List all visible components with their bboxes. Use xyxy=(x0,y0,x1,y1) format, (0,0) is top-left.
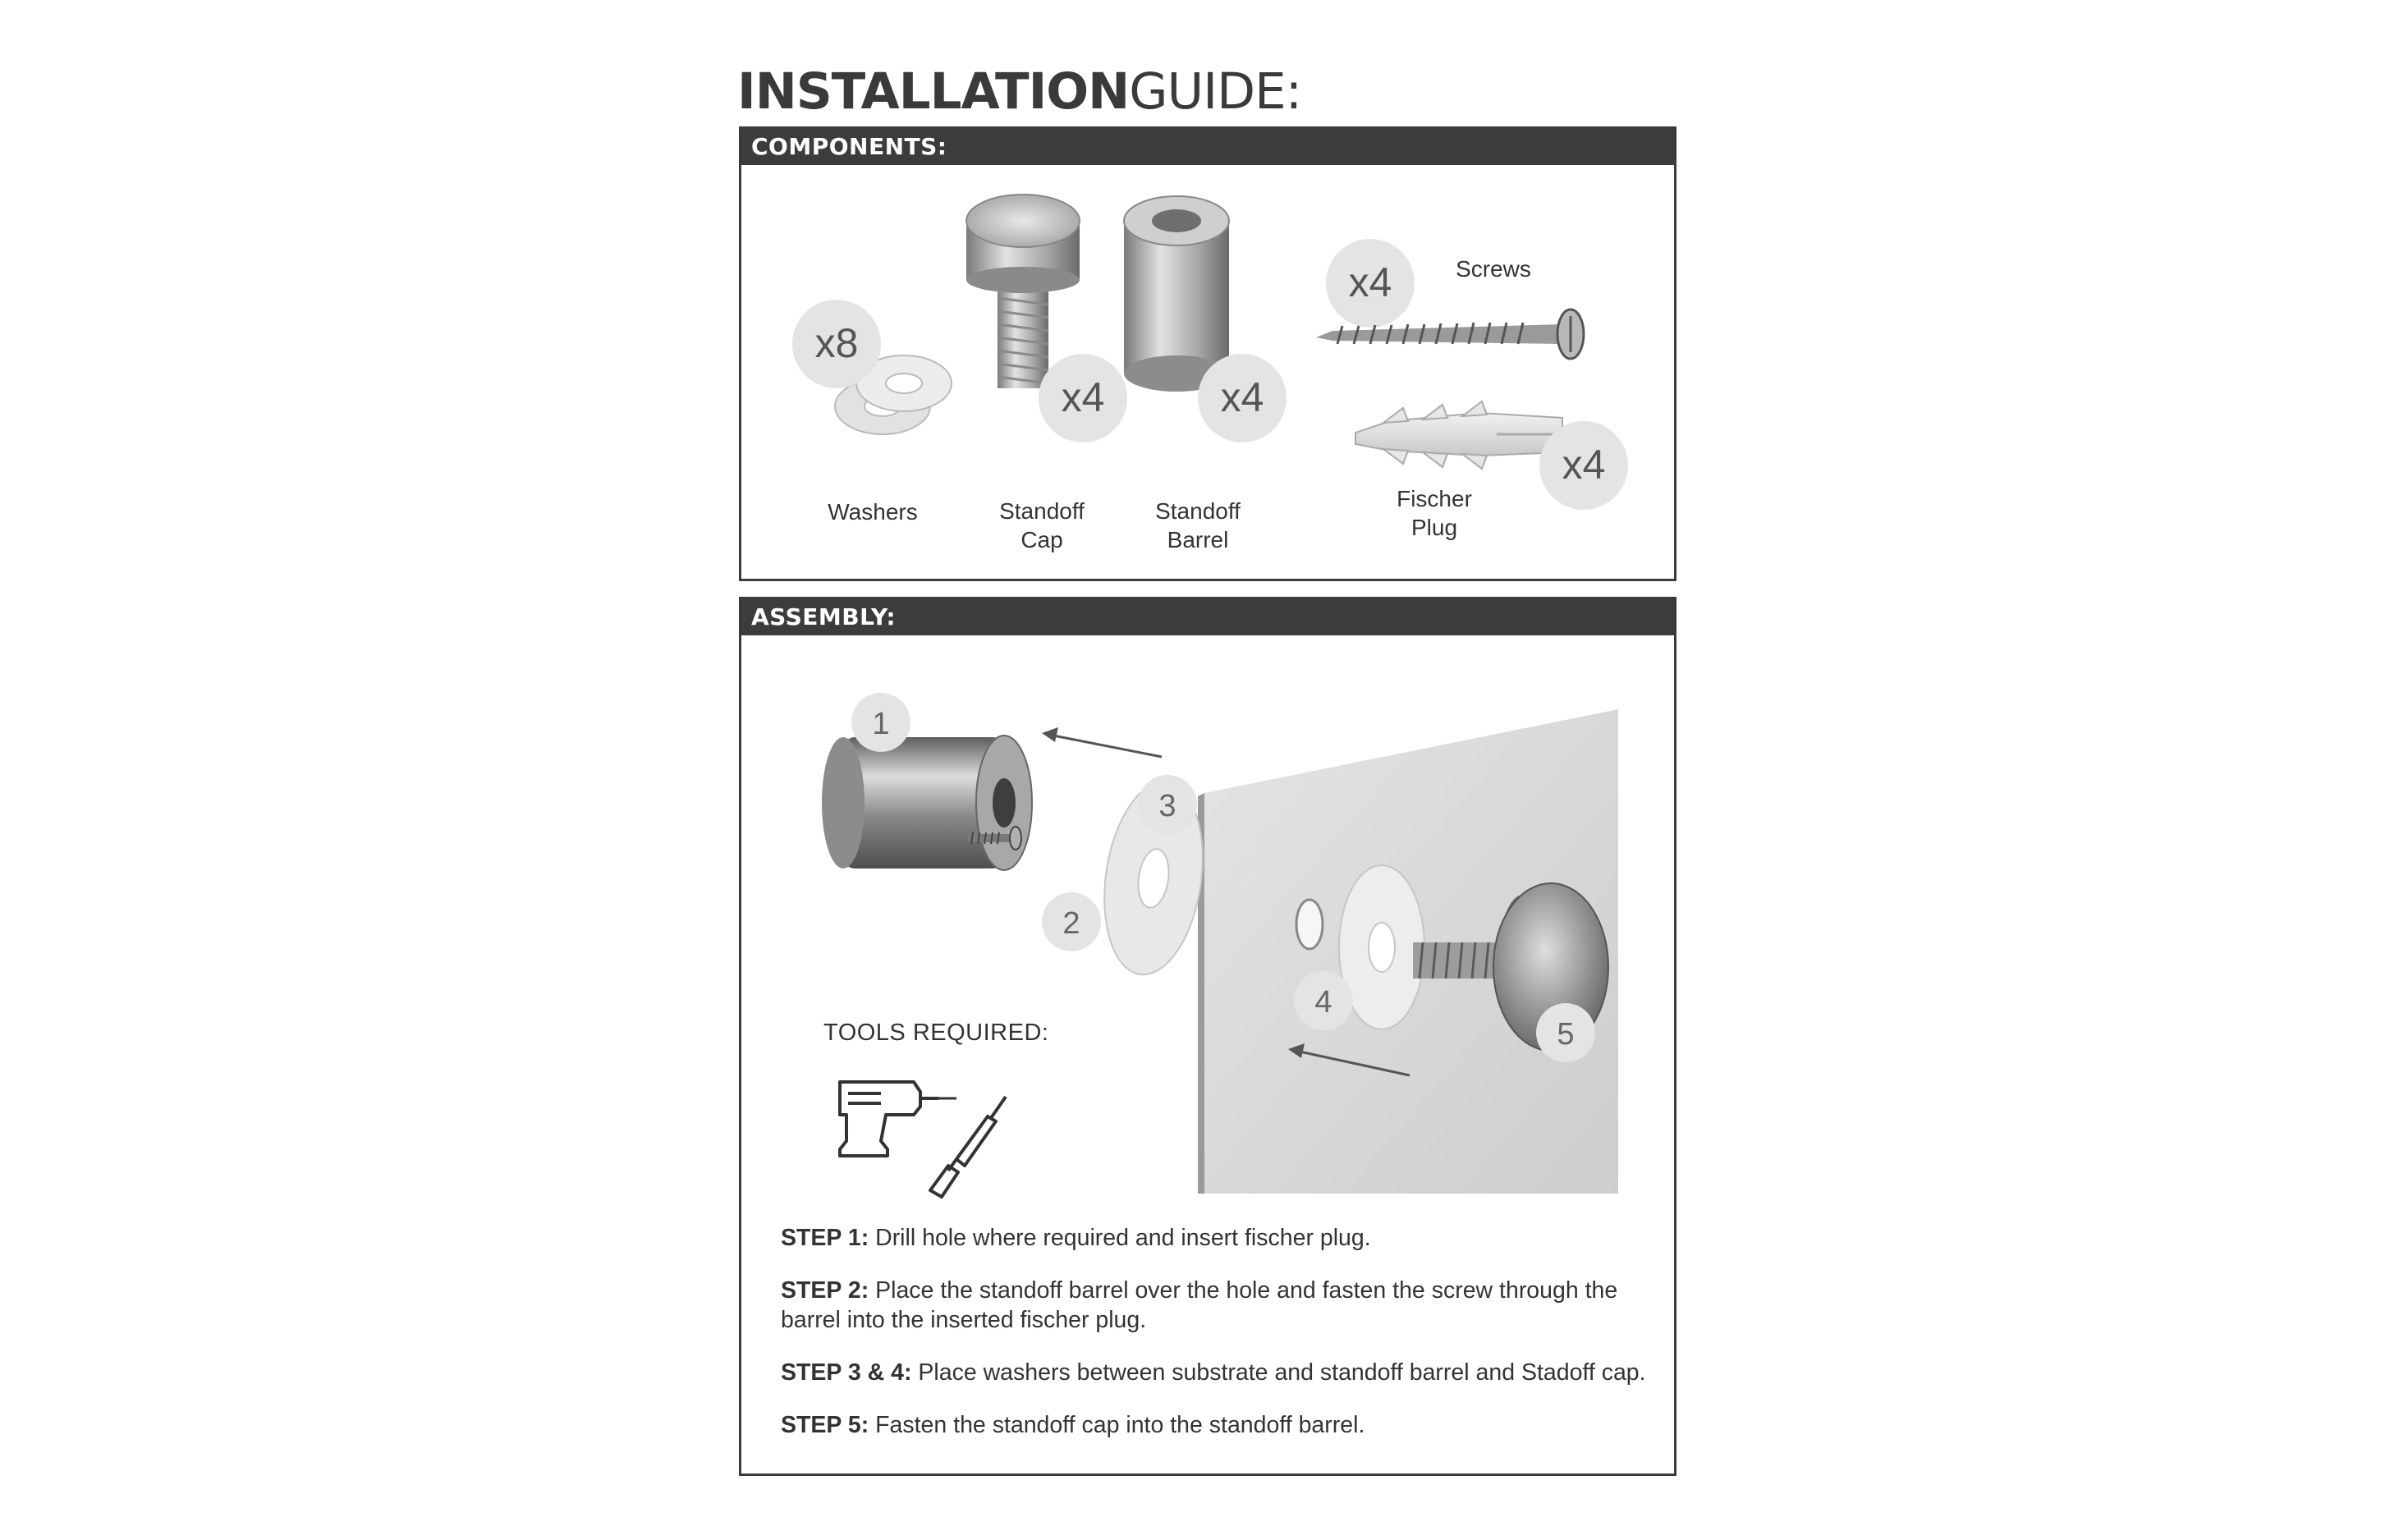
standoff-barrel-label-1: Standoff xyxy=(1155,498,1241,524)
step-1-label: STEP 1: xyxy=(781,1225,869,1251)
washers-label: Washers xyxy=(828,499,918,525)
svg-text:2: 2 xyxy=(1062,906,1080,941)
callout-3 xyxy=(1138,775,1197,834)
step-5-label: STEP 5: xyxy=(781,1412,869,1438)
step-3-4 xyxy=(781,1358,1651,1387)
step-5 xyxy=(781,1410,1651,1440)
step-3-4-text: Place washers between substrate and standoff barrel and Stadoff cap. xyxy=(911,1359,1646,1386)
svg-text:5: 5 xyxy=(1557,1017,1575,1052)
screws-qty: x4 xyxy=(1348,259,1392,305)
standoff-cap-qty: x4 xyxy=(1061,374,1105,420)
fischer-plug-label-2: Plug xyxy=(1410,515,1458,540)
step-1-text: Drill hole where required and insert fischer plug. xyxy=(869,1225,1371,1251)
components-header: COMPONENTS: xyxy=(741,129,1674,165)
svg-text:4: 4 xyxy=(1314,985,1332,1020)
fischer-plug-qty: x4 xyxy=(1562,442,1606,488)
svg-text:1: 1 xyxy=(872,707,890,741)
fischer-plug-label-1: Fischer xyxy=(1397,486,1472,511)
step-5-text: Fasten the standoff cap into the standoff barrel. xyxy=(869,1412,1365,1438)
title-light: GUIDE: xyxy=(1129,62,1302,121)
standoff-barrel-image xyxy=(1124,196,1229,392)
svg-text:3: 3 xyxy=(1158,789,1176,823)
standoff-barrel-qty: x4 xyxy=(1220,374,1264,420)
standoff-cap-qty-badge xyxy=(1039,354,1127,442)
assembly-illustration xyxy=(741,599,1674,1223)
standoff-barrel-label-2: Barrel xyxy=(1167,527,1229,552)
callout-4 xyxy=(1294,971,1353,1030)
standoff-cap-label-2: Cap xyxy=(1021,527,1063,552)
washers-qty: x8 xyxy=(814,320,859,366)
assembly-panel xyxy=(739,597,1676,1476)
step-1 xyxy=(781,1223,1651,1253)
drill-icon xyxy=(840,1082,956,1156)
assembly-barrel-image xyxy=(822,736,1032,870)
step-2-label: STEP 2: xyxy=(781,1277,869,1304)
assembly-header: ASSEMBLY: xyxy=(741,599,1674,635)
arrow-left-icon xyxy=(1042,727,1162,757)
screwdriver-icon xyxy=(930,1097,1006,1197)
title-bold: INSTALLATION xyxy=(737,62,1130,121)
callout-2 xyxy=(1042,892,1101,951)
standoff-cap-label-1: Standoff xyxy=(999,498,1085,524)
drill-hole xyxy=(1296,900,1323,949)
screws-label: Screws xyxy=(1456,256,1531,282)
page-title xyxy=(737,61,1301,123)
callout-5 xyxy=(1536,1003,1595,1062)
fischer-plug-qty-badge xyxy=(1539,421,1628,510)
step-2 xyxy=(781,1276,1651,1335)
screws-qty-badge xyxy=(1326,239,1415,328)
washers-qty-badge xyxy=(792,300,881,388)
standoff-barrel-qty-badge xyxy=(1198,354,1287,442)
steps-list xyxy=(781,1223,1651,1463)
tools-required-title: TOOLS REQUIRED: xyxy=(823,1020,1049,1046)
components-illustration xyxy=(741,129,1674,579)
step-3-4-label: STEP 3 & 4: xyxy=(781,1359,912,1386)
callout-1 xyxy=(851,693,910,752)
fischer-plug-image xyxy=(1355,401,1562,469)
components-panel xyxy=(739,126,1676,581)
step-2-text: Place the standoff barrel over the hole and fasten the screw through the barrel into the inserted fischer plug. xyxy=(781,1277,1618,1333)
